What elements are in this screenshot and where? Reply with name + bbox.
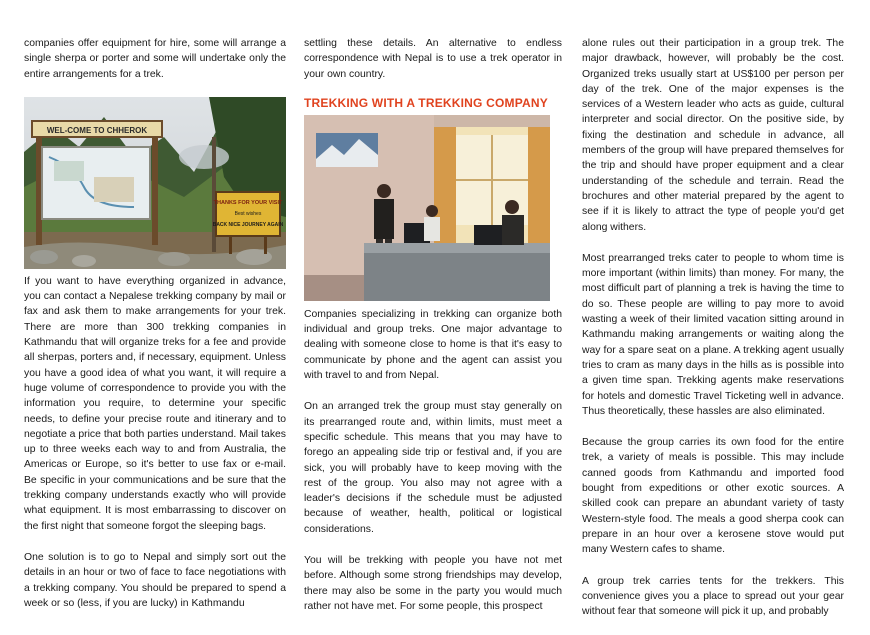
trekking-office-photo xyxy=(304,115,550,301)
svg-text:THANKS FOR YOUR VISIT: THANKS FOR YOUR VISIT xyxy=(213,199,283,206)
paragraph: On an arranged trek the group must stay generally on its prearranged route and, within limits, must meet a specific schedule. This means that you may have to forego an appealing side trip or festival and, if you are sick, you will probably have to keep moving with the rest of the group. You also may not agree with a leader's decisions if the schedule must be adjusted because of weather, health, political or logistical considerations. xyxy=(304,401,562,535)
column-3 xyxy=(582,36,844,635)
paragraph: Most prearranged treks cater to people to whom time is more important (within limits) than money. For many, the most difficult part of planning a trek is having the time to do so. These people are willing to pay more to avoid wasting a week of their limited vacation sitting around in Kathmandu making arrangements or waiting along the way for a spare seat on a plane. A trekking agent usually tries to cram as many days in the hills as is possible into a given time span. Trekking agents make reservations for hotels and domestic Travel Ticketing well in advance. Thus theoretically, these hassles are also eliminated. xyxy=(582,252,844,417)
paragraph: settling these details. An alternative to endless correspondence with Nepal is to use a trek operator in your own country. xyxy=(304,38,562,80)
paragraph: Companies specializing in trekking can organize both individual and group treks. One major advantage to dealing with someone close to home is that it's easy to communicate by phone and the agent can assist you with travel to and from Nepal. xyxy=(304,308,562,382)
column-2 xyxy=(304,36,562,630)
svg-text:BACK NICE JOURNEY AGAIN: BACK NICE JOURNEY AGAIN xyxy=(212,221,284,228)
welcome-sign-photo xyxy=(24,97,286,269)
column-1 xyxy=(24,36,286,627)
welcome-sign-text: WEL-COME TO CHHEROK xyxy=(46,125,148,135)
paragraph: alone rules out their participation in a group trek. The major drawback, however, will probably be the cost. Organized treks usually start at US$100 per person per day of the trek. One of the major expenses is the services of a Western leader who acts as guide, cultural interpreter and social director. On the positive side, by fixing the destination and schedule in advance, all members of the group will have prepared themselves for the trip and should have proper equipment and a clear understanding of the schedule and terrain. Read the brochures and other material prepared by the agent to see if it is likely to attract the type of people you'd get along withers. xyxy=(582,38,844,233)
paragraph: companies offer equipment for hire, some will arrange a single sherpa or porter and some will undertake only the entire arrangements for a trek. xyxy=(24,38,286,80)
paragraph: You will be trekking with people you have not met before. Although some strong friendships may develop, there may also be some in the party you would much rather not have met. For some people, this prospect xyxy=(304,555,562,612)
paragraph: A group trek carries tents for the trekkers. This convenience gives you a place to spread out your gear without fear that someone will pick it up, and probably xyxy=(582,575,844,618)
section-heading: TREKKING WITH A TREKKING COMPANY xyxy=(304,95,548,110)
paragraph: One solution is to go to Nepal and simply sort out the details in an hour or two of face to face negotiations with a trekking company. You should be prepared to spend a week or so (less, if you are lucky) in Kathmandu xyxy=(24,551,286,609)
svg-text:Best wishes: Best wishes xyxy=(234,210,262,217)
paragraph: If you want to have everything organized in advance, you can contact a Nepalese trekking company by mail or fax and ask them to make arrangements for your trek. There are more than 300 trekking companies in Kathmandu that will organize treks for a fee and provide all sherpas, porters and, if necessary, equipment. Unless you have a good idea of what you want, it will require a huge volume of correspondence to provide you with the information you require, to determine your specific needs, to define your precise route and itinerary and to negotiate a price that both parties understand. Mail takes up to three weeks each way to and from Australia, the Americas or Europe, so it's better to use fax or e-mail. Be specific in your communications and be sure that the trekking company understands exactly who will provide what equipment. It is most embarrassing to discover on the first night that someone forgot the sleeping bags. xyxy=(24,275,286,532)
paragraph: Because the group carries its own food for the entire trek, a variety of meals is possible. This may include canned goods from Kathmandu and imported food bought from expeditions or other exotic sources. A skilled cook can prepare an abundant variety of tasty Western-style food. The meals a good sherpa cook can prepare in an hour over a kerosene stove would put many Western cafes to shame. xyxy=(582,437,844,556)
